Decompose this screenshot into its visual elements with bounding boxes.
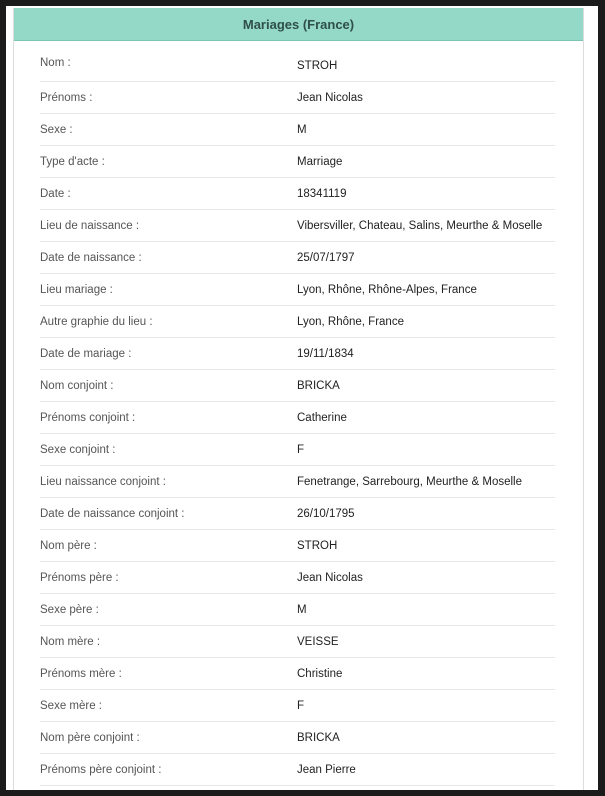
- field-value: BRICKA: [297, 731, 340, 744]
- field-value: F: [297, 699, 305, 712]
- field-label: Prénoms mère :: [40, 667, 122, 680]
- field-value: VEISSE: [297, 635, 339, 648]
- field-row: [40, 498, 555, 530]
- field-row: [40, 306, 555, 338]
- field-value: BRICKA: [297, 379, 340, 392]
- field-value: 19/11/1834: [297, 347, 354, 360]
- field-value: M: [297, 603, 307, 616]
- field-value: Lyon, Rhône, Rhône-Alpes, France: [297, 283, 477, 296]
- field-row: [40, 434, 555, 466]
- field-value: Jean Pierre: [297, 763, 356, 776]
- field-row: [40, 658, 555, 690]
- field-value: 26/10/1795: [297, 507, 355, 520]
- field-value: Catherine: [297, 411, 347, 424]
- field-row: [40, 338, 555, 370]
- field-label: Nom père :: [40, 539, 97, 552]
- field-value: Jean Nicolas: [297, 571, 363, 584]
- field-value: Fenetrange, Sarrebourg, Meurthe & Moselle: [297, 475, 523, 488]
- field-row: [40, 690, 555, 722]
- field-value: Jean Nicolas: [297, 91, 363, 104]
- field-row: [40, 274, 555, 306]
- field-row: [40, 370, 555, 402]
- field-row: [40, 722, 555, 754]
- field-value: Marriage: [297, 155, 343, 168]
- field-label: Sexe père :: [40, 603, 99, 616]
- field-label: Sexe :: [40, 123, 73, 136]
- field-row: [40, 530, 555, 562]
- field-label: Date de mariage :: [40, 347, 132, 360]
- field-row: [40, 178, 555, 210]
- field-row: [40, 466, 555, 498]
- field-row: [40, 41, 555, 82]
- field-label: Date :: [40, 187, 71, 200]
- field-row: [40, 210, 555, 242]
- field-label: Lieu naissance conjoint :: [40, 475, 166, 488]
- field-value: 18341119: [297, 187, 347, 200]
- field-value: Christine: [297, 667, 343, 680]
- field-row: [40, 242, 555, 274]
- field-label: Prénoms père conjoint :: [40, 763, 162, 776]
- record-title: Mariages (France): [242, 16, 355, 32]
- page-frame: [6, 6, 598, 790]
- field-label: Lieu mariage :: [40, 283, 113, 296]
- field-label: Sexe conjoint :: [40, 443, 116, 456]
- field-label: Sexe mère :: [40, 699, 102, 712]
- field-value: STROH: [297, 60, 338, 72]
- field-label: Autre graphie du lieu :: [40, 315, 153, 328]
- record-fields: [40, 41, 555, 786]
- field-value: 25/07/1797: [297, 251, 355, 264]
- field-label: Prénoms père :: [40, 571, 119, 584]
- field-value: M: [297, 123, 307, 136]
- field-label: Date de naissance :: [40, 251, 142, 264]
- field-label: Nom père conjoint :: [40, 731, 140, 744]
- record-card: [13, 8, 584, 790]
- field-row: [40, 146, 555, 178]
- field-label: Nom conjoint :: [40, 379, 114, 392]
- field-row: [40, 594, 555, 626]
- field-label: Prénoms conjoint :: [40, 411, 136, 424]
- record-header: [14, 8, 583, 41]
- field-row: [40, 402, 555, 434]
- field-label: Nom :: [40, 57, 71, 69]
- field-label: Lieu de naissance :: [40, 219, 140, 232]
- field-value: Lyon, Rhône, France: [297, 315, 404, 328]
- field-label: Type d'acte :: [40, 155, 105, 168]
- field-row: [40, 754, 555, 786]
- field-value: F: [297, 443, 305, 456]
- field-row: [40, 114, 555, 146]
- field-row: [40, 562, 555, 594]
- field-label: Nom mère :: [40, 635, 101, 648]
- field-value: STROH: [297, 539, 338, 552]
- field-label: Date de naissance conjoint :: [40, 507, 185, 520]
- field-row: [40, 82, 555, 114]
- field-row: [40, 626, 555, 658]
- field-label: Prénoms :: [40, 91, 93, 104]
- field-value: Vibersviller, Chateau, Salins, Meurthe & Moselle: [297, 219, 543, 232]
